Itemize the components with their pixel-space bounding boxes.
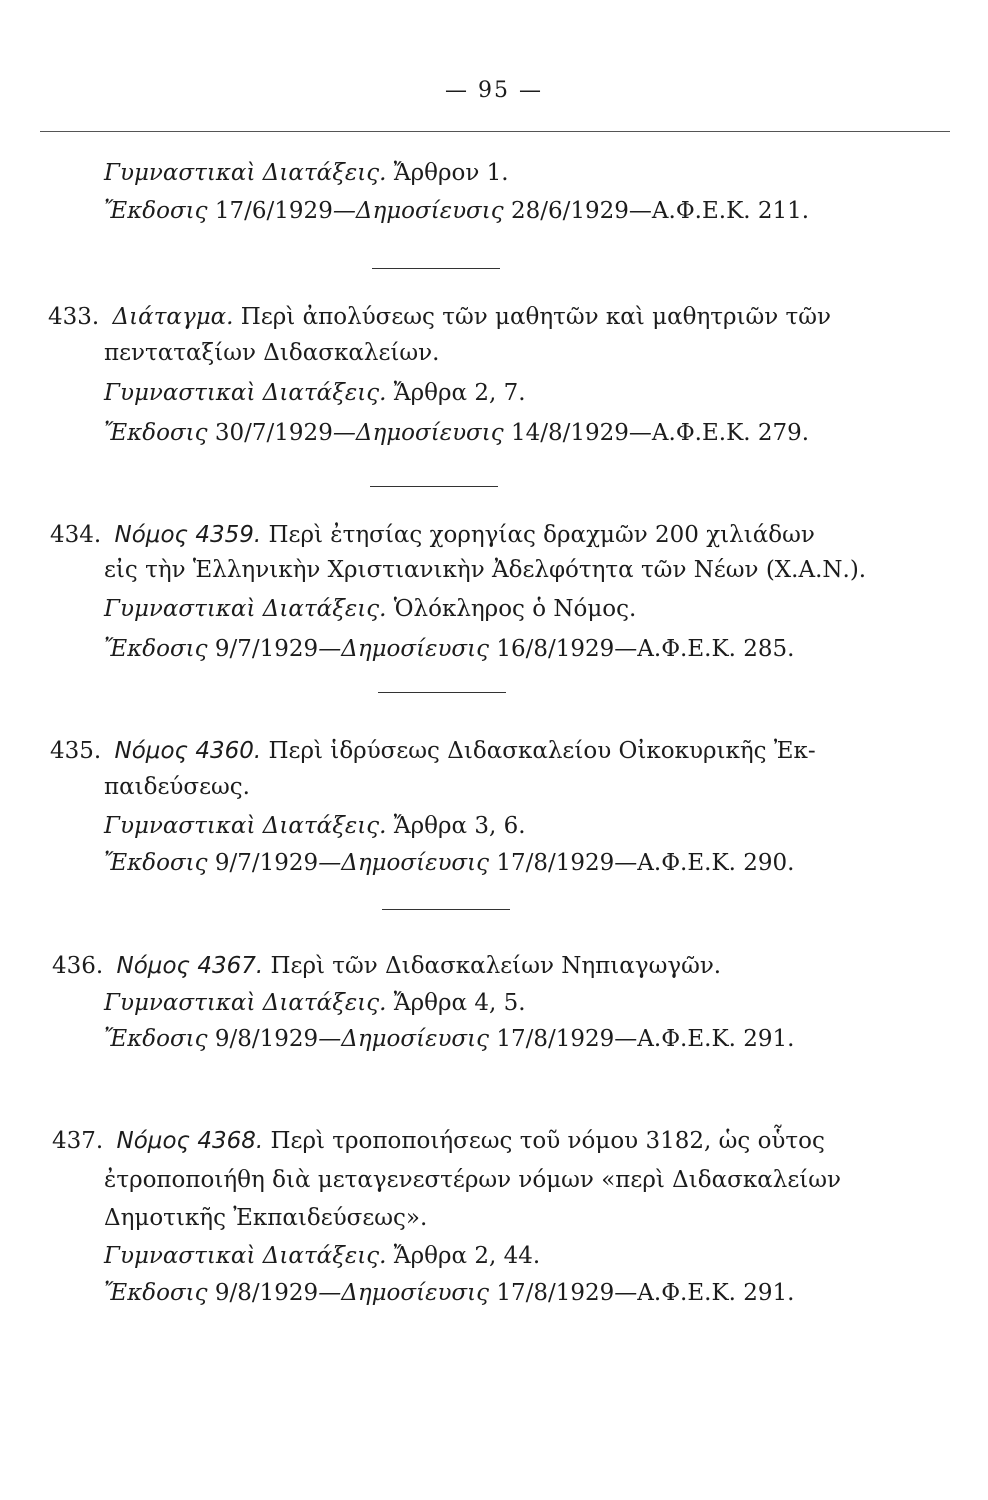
entry-number: 434. <box>50 522 102 548</box>
publication-label: —Δημοσίευσις <box>318 850 490 876</box>
entry-title-part: εἰς τὴν Ἑλληνικὴν Χριστιανικὴν Ἀδελφότητα τῶν Νέων (Χ.Α.Ν.). <box>104 557 867 583</box>
entry-title-part: ἐτροποποιήθη διὰ μεταγενεστέρων νόμων «περὶ Διδασκαλείων <box>104 1167 842 1193</box>
issue-date: 9/7/1929 <box>214 636 319 662</box>
gymnastics-line <box>104 1241 540 1271</box>
entry-type: Νόμος 4360. <box>114 738 262 764</box>
entry-type: Νόμος 4359. <box>114 522 262 548</box>
publication-date-gazette: 14/8/1929—Α.Φ.Ε.Κ. 279. <box>510 420 810 446</box>
entry-title-continuation <box>104 338 439 368</box>
entry-divider <box>378 692 506 693</box>
entry-title-line <box>52 1126 825 1156</box>
publication-label: —Δημοσίευσις <box>318 1026 490 1052</box>
entry-divider <box>382 909 510 910</box>
gymnastics-label: Γυμναστικαὶ Διατάξεις. <box>104 990 387 1016</box>
issue-label: Ἔκδοσις <box>104 636 208 662</box>
issue-label: Ἔκδοσις <box>104 420 208 446</box>
issue-line <box>104 634 794 664</box>
entry-title-line <box>48 302 831 332</box>
entry-title-part: Περὶ ἱδρύσεως Διδασκαλείου Οἰκοκυρικῆς Ἐκ- <box>268 738 816 764</box>
entry-type: Νόμος 4367. <box>116 953 264 979</box>
entry-divider <box>370 486 498 487</box>
entry-title-continuation <box>104 772 250 802</box>
issue-label: Ἔκδοσις <box>104 198 208 224</box>
articles-ref: Ἄρθρα 2, 7. <box>393 380 526 406</box>
issue-line <box>104 1278 794 1308</box>
articles-ref: Ἄρθρα 2, 44. <box>393 1243 541 1269</box>
issue-date: 9/7/1929 <box>214 850 319 876</box>
publication-label: —Δημοσίευσις <box>332 198 504 224</box>
gymnastics-line <box>104 158 509 188</box>
publication-date-gazette: 17/8/1929—Α.Φ.Ε.Κ. 291. <box>496 1280 795 1306</box>
publication-date-gazette: 17/8/1929—Α.Φ.Ε.Κ. 290. <box>496 850 795 876</box>
entry-title-continuation <box>104 1203 427 1233</box>
issue-label: Ἔκδοσις <box>104 1280 208 1306</box>
entry-title-part: Περὶ τῶν Διδασκαλείων Νηπιαγωγῶν. <box>270 953 722 979</box>
header-rule <box>40 131 950 132</box>
issue-date: 17/6/1929 <box>214 198 333 224</box>
entry-number: 433. <box>48 304 100 330</box>
entry-number: 436. <box>52 953 104 979</box>
entry-title-line <box>52 951 721 981</box>
articles-ref: Ἄρθρα 4, 5. <box>393 990 526 1016</box>
entry-title-line <box>50 736 816 766</box>
publication-date-gazette: 16/8/1929—Α.Φ.Ε.Κ. 285. <box>496 636 795 662</box>
entry-type: Νόμος 4368. <box>116 1128 264 1154</box>
issue-label: Ἔκδοσις <box>104 1026 208 1052</box>
publication-date-gazette: 17/8/1929—Α.Φ.Ε.Κ. 291. <box>496 1026 795 1052</box>
gymnastics-line <box>104 594 636 624</box>
articles-ref: Ἄρθρον 1. <box>393 160 509 186</box>
issue-line <box>104 1024 794 1054</box>
issue-line <box>104 196 809 226</box>
page-number: — 95 — <box>445 78 543 103</box>
gymnastics-line <box>104 988 526 1018</box>
issue-label: Ἔκδοσις <box>104 850 208 876</box>
entry-title-continuation <box>104 1165 841 1195</box>
articles-ref: Ἄρθρα 3, 6. <box>393 813 526 839</box>
entry-title-part: Δημοτικῆς Ἐκπαιδεύσεως». <box>104 1205 428 1231</box>
entry-number: 435. <box>50 738 102 764</box>
entry-title-part: Περὶ τροποποιήσεως τοῦ νόμου 3182, ὡς οὗτος <box>270 1128 825 1154</box>
gymnastics-label: Γυμναστικαὶ Διατάξεις. <box>104 596 387 622</box>
articles-ref: Ὁλόκληρος ὁ Νόμος. <box>393 596 637 622</box>
gymnastics-label: Γυμναστικαὶ Διατάξεις. <box>104 1243 387 1269</box>
issue-date: 9/8/1929 <box>214 1280 319 1306</box>
gymnastics-line <box>104 811 526 841</box>
publication-label: —Δημοσίευσις <box>318 636 490 662</box>
gymnastics-label: Γυμναστικαὶ Διατάξεις. <box>104 380 387 406</box>
issue-date: 30/7/1929 <box>214 420 333 446</box>
entry-type: Διάταγμα. <box>112 304 234 330</box>
entry-divider <box>372 268 500 269</box>
issue-date: 9/8/1929 <box>214 1026 319 1052</box>
entry-title-continuation <box>104 555 866 585</box>
entry-title-part: Περὶ ἀπολύσεως τῶν μαθητῶν καὶ μαθητριῶν τῶν <box>240 304 832 330</box>
gymnastics-label: Γυμναστικαὶ Διατάξεις. <box>104 160 387 186</box>
entry-number: 437. <box>52 1128 104 1154</box>
publication-label: —Δημοσίευσις <box>332 420 504 446</box>
gymnastics-label: Γυμναστικαὶ Διατάξεις. <box>104 813 387 839</box>
entry-title-line <box>50 520 815 550</box>
issue-line <box>104 418 809 448</box>
publication-date-gazette: 28/6/1929—Α.Φ.Ε.Κ. 211. <box>510 198 810 224</box>
entry-title-part: Περὶ ἐτησίας χορηγίας δραχμῶν 200 χιλιάδων <box>268 522 815 548</box>
entry-title-part: πενταταξίων Διδασκαλείων. <box>104 340 440 366</box>
gymnastics-line <box>104 378 526 408</box>
issue-line <box>104 848 794 878</box>
publication-label: —Δημοσίευσις <box>318 1280 490 1306</box>
entry-title-part: παιδεύσεως. <box>104 774 250 800</box>
